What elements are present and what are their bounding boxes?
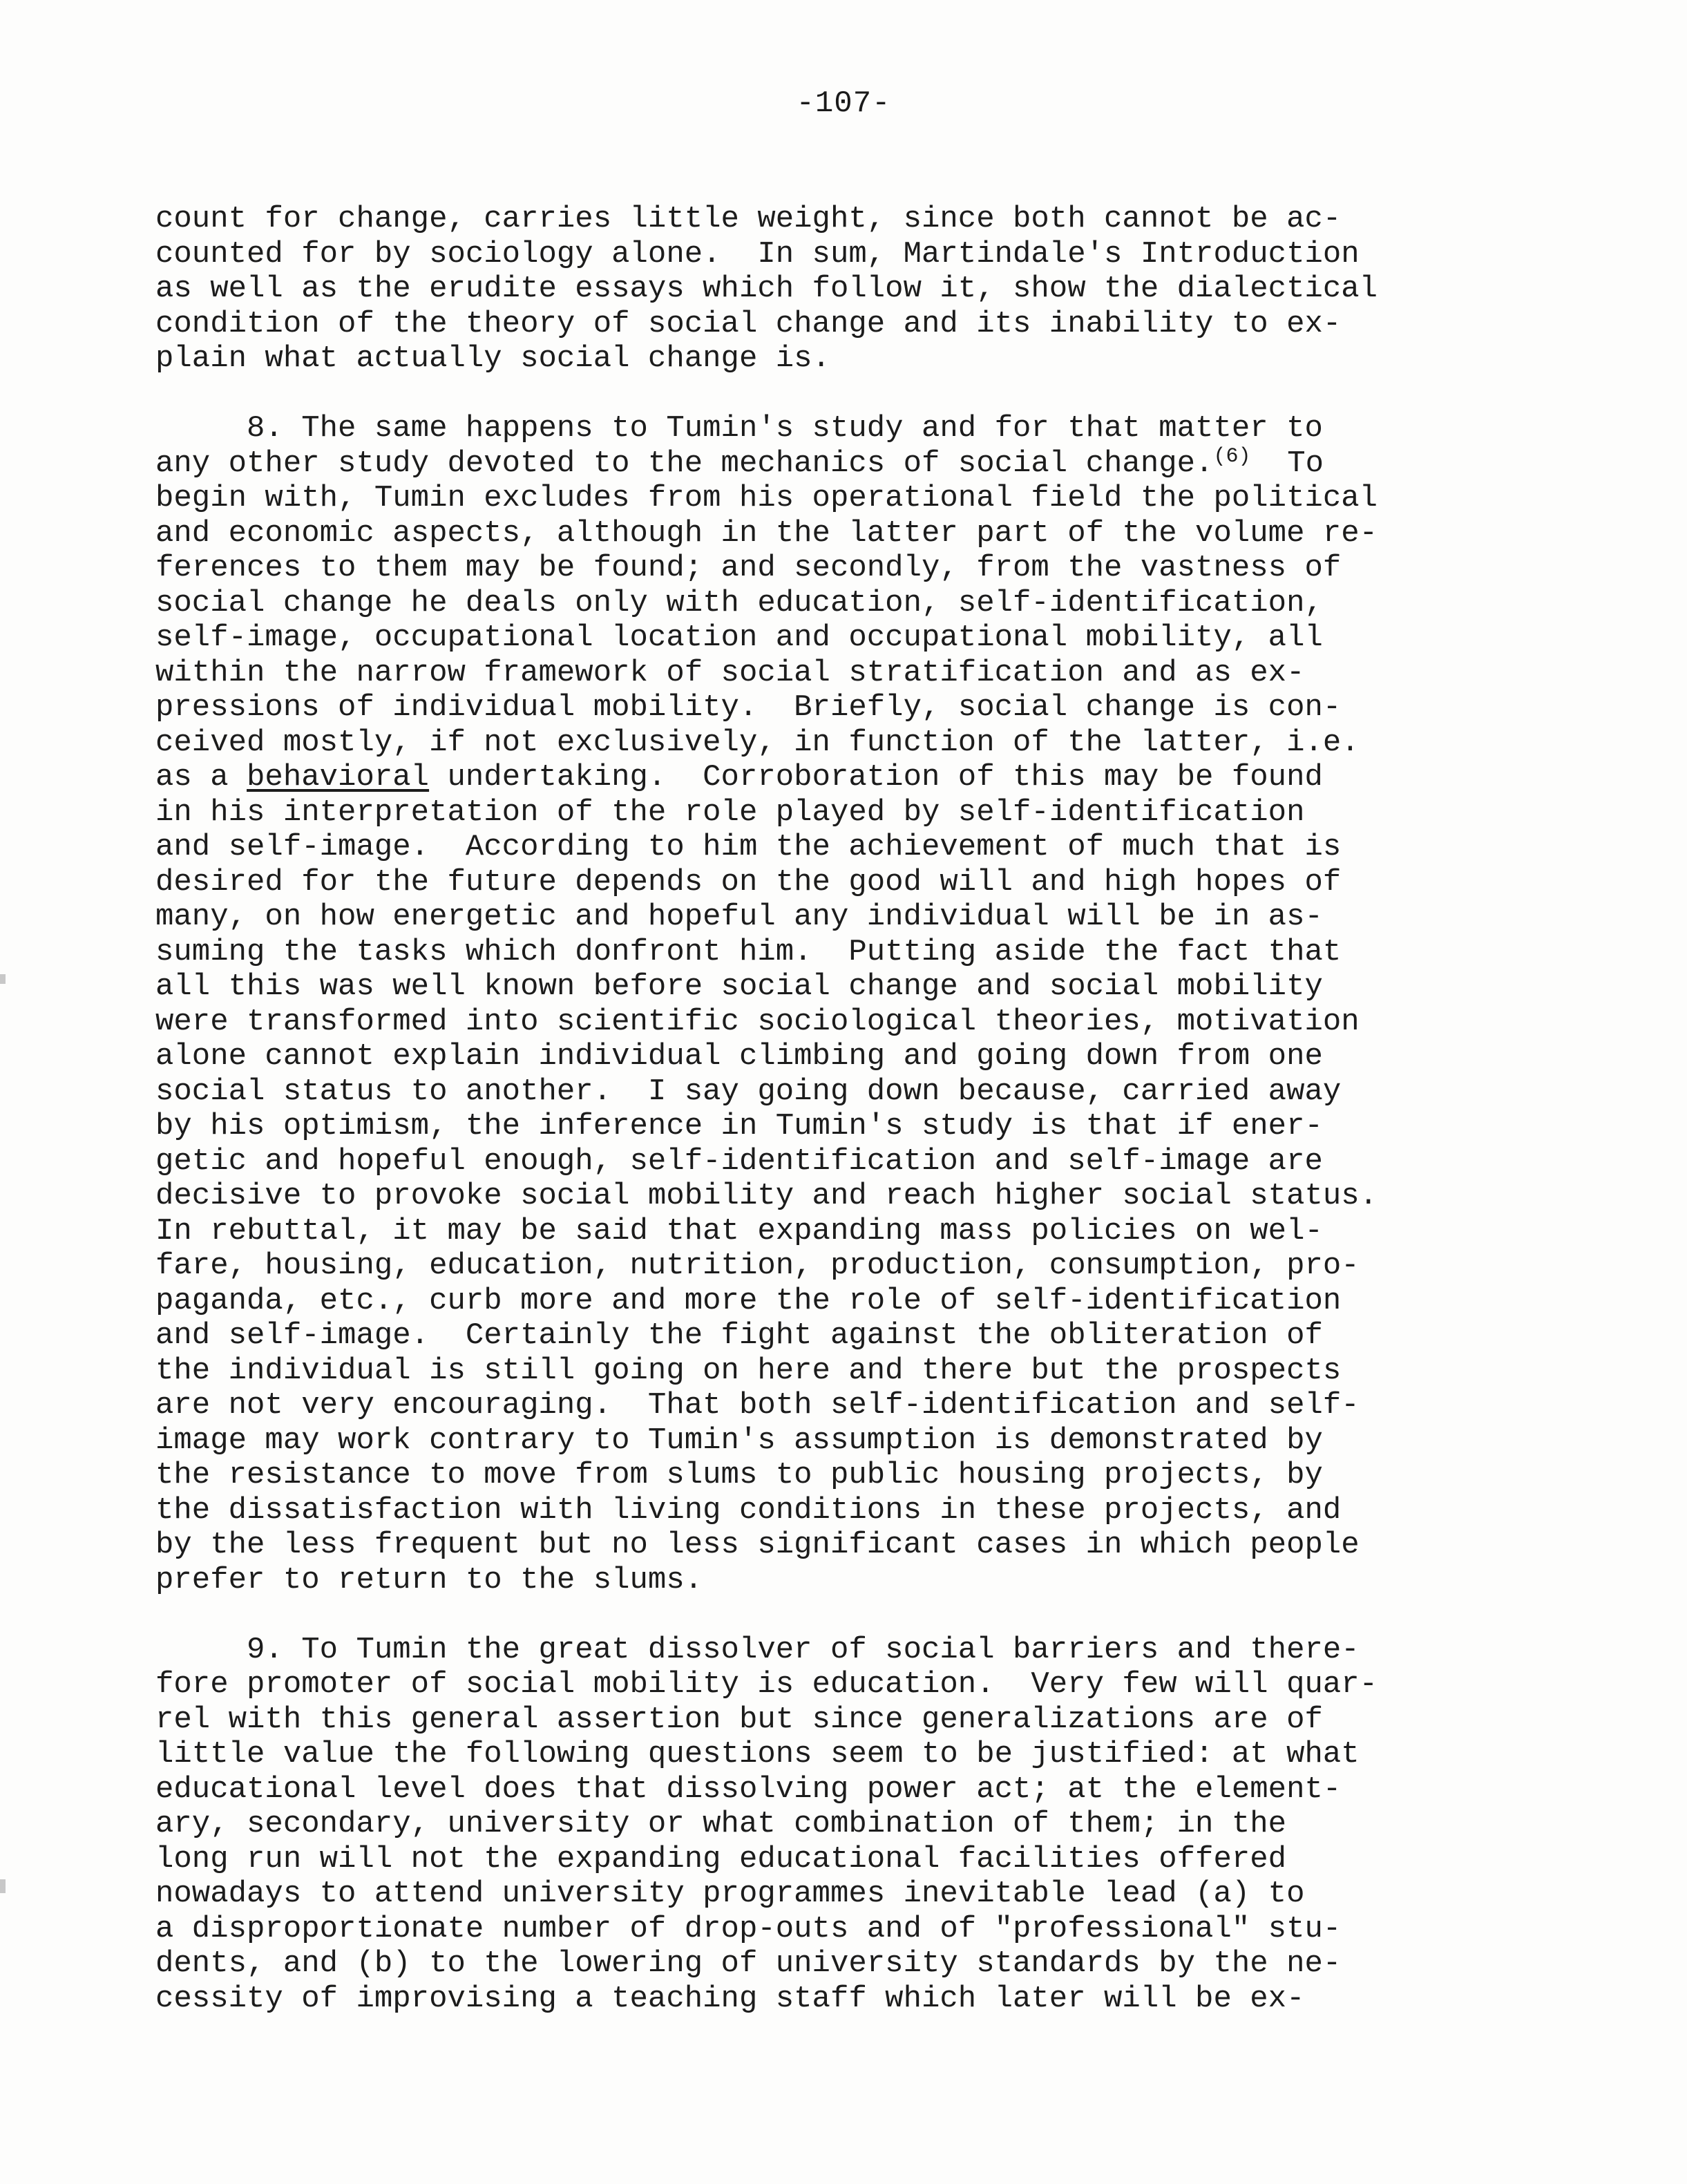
text-line: prefer to return to the slums. — [155, 1562, 703, 1597]
text-line: by his optimism, the inference in Tumin's study is that if ener- — [155, 1109, 1323, 1143]
text-fragment: as a — [155, 760, 247, 795]
text-line: as well as the erudite essays which follow it, show the dialectical — [155, 272, 1378, 306]
text-line: were transformed into scientific sociological theories, motivation — [155, 1004, 1360, 1039]
text-line: the individual is still going on here and there but the prospects — [155, 1353, 1342, 1388]
text-line: ary, secondary, university or what combination of them; in the — [155, 1807, 1287, 1841]
text-line: within the narrow framework of social stratification and as ex- — [155, 655, 1305, 690]
text-line: all this was well known before social change and social mobility — [155, 969, 1323, 1004]
text-line: fore promoter of social mobility is education. Very few will quar- — [155, 1667, 1378, 1702]
text-line: rel with this general assertion but since generalizations are of — [155, 1702, 1323, 1737]
text-fragment: To — [1250, 446, 1324, 481]
text-fragment: any other study devoted to the mechanics of social change. — [155, 446, 1214, 481]
text-line: pressions of individual mobility. Briefly, social change is con- — [155, 690, 1342, 725]
text-line: nowadays to attend university programmes inevitable lead (a) to — [155, 1877, 1305, 1911]
text-line: long run will not the expanding educational facilities offered — [155, 1841, 1287, 1877]
text-line: desired for the future depends on the good will and high hopes of — [155, 864, 1342, 900]
text-line: the dissatisfaction with living conditions in these projects, and — [155, 1492, 1342, 1528]
text-line: social status to another. I say going down because, carried away — [155, 1074, 1342, 1109]
scan-edge-mark — [0, 974, 6, 984]
text-line: dents, and (b) to the lowering of university standards by the ne- — [155, 1946, 1342, 1981]
text-line: by the less frequent but no less significant cases in which people — [155, 1528, 1360, 1562]
text-line: the resistance to move from slums to public housing projects, by — [155, 1458, 1323, 1492]
text-line: count for change, carries little weight, since both cannot be ac- — [155, 202, 1342, 236]
text-line: ferences to them may be found; and secondly, from the vastness of — [155, 551, 1342, 585]
text-line: decisive to provoke social mobility and reach higher social status. — [155, 1179, 1378, 1213]
text-line: In rebuttal, it may be said that expanding mass policies on wel- — [155, 1213, 1323, 1248]
page-number: -107- — [796, 86, 891, 121]
text-line: in his interpretation of the role played by self-identification — [155, 795, 1305, 830]
text-line: counted for by sociology alone. In sum, Martindale's Introduction — [155, 236, 1360, 272]
paragraph-9 — [155, 1633, 1544, 2017]
text-line: many, on how energetic and hopeful any individual will be in as- — [155, 900, 1323, 934]
text-line: cessity of improvising a teaching staff which later will be ex- — [155, 1981, 1305, 2016]
text-line: ceived mostly, if not exclusively, in function of the latter, i.e. — [155, 725, 1360, 760]
text-line: 8. The same happens to Tumin's study and for that matter to — [155, 411, 1323, 446]
text-line: condition of the theory of social change and its inability to ex- — [155, 306, 1342, 341]
underlined-word: behavioral — [247, 760, 430, 795]
scan-edge-mark — [0, 1879, 6, 1893]
text-line: and self-image. According to him the achievement of much that is — [155, 830, 1342, 864]
paragraph-8 — [155, 411, 1544, 1597]
text-line: fare, housing, education, nutrition, production, consumption, pro- — [155, 1248, 1360, 1283]
text-line: 9. To Tumin the great dissolver of social barriers and there- — [155, 1632, 1360, 1667]
text-line: social change he deals only with education, self-identification, — [155, 585, 1323, 620]
text-line: self-image, occupational location and occupational mobility, all — [155, 620, 1323, 655]
text-line — [155, 760, 1544, 795]
text-line: and economic aspects, although in the latter part of the volume re- — [155, 515, 1378, 551]
text-fragment: undertaking. Corroboration of this may be found — [429, 760, 1323, 795]
text-line: are not very encouraging. That both self-identification and self- — [155, 1388, 1360, 1423]
text-line: suming the tasks which donfront him. Putting aside the fact that — [155, 934, 1342, 969]
text-line: little value the following questions seem to be justified: at what — [155, 1737, 1360, 1772]
text-line: educational level does that dissolving power act; at the element- — [155, 1772, 1342, 1807]
text-line: alone cannot explain individual climbing and going down from one — [155, 1039, 1323, 1074]
text-line: plain what actually social change is. — [155, 341, 830, 376]
text-line: paganda, etc., curb more and more the role of self-identification — [155, 1283, 1342, 1318]
text-line: a disproportionate number of drop-outs and of "professional" stu- — [155, 1911, 1342, 1946]
paragraph-continuation — [155, 202, 1544, 377]
text-line: begin with, Tumin excludes from his operational field the political — [155, 481, 1378, 515]
text-line — [155, 446, 1544, 482]
body-text — [155, 202, 1544, 2051]
footnote-reference: (6) — [1213, 444, 1251, 468]
text-line: and self-image. Certainly the fight against the obliteration of — [155, 1318, 1323, 1353]
text-line: getic and hopeful enough, self-identification and self-image are — [155, 1143, 1323, 1179]
text-line: image may work contrary to Tumin's assumption is demonstrated by — [155, 1423, 1323, 1458]
